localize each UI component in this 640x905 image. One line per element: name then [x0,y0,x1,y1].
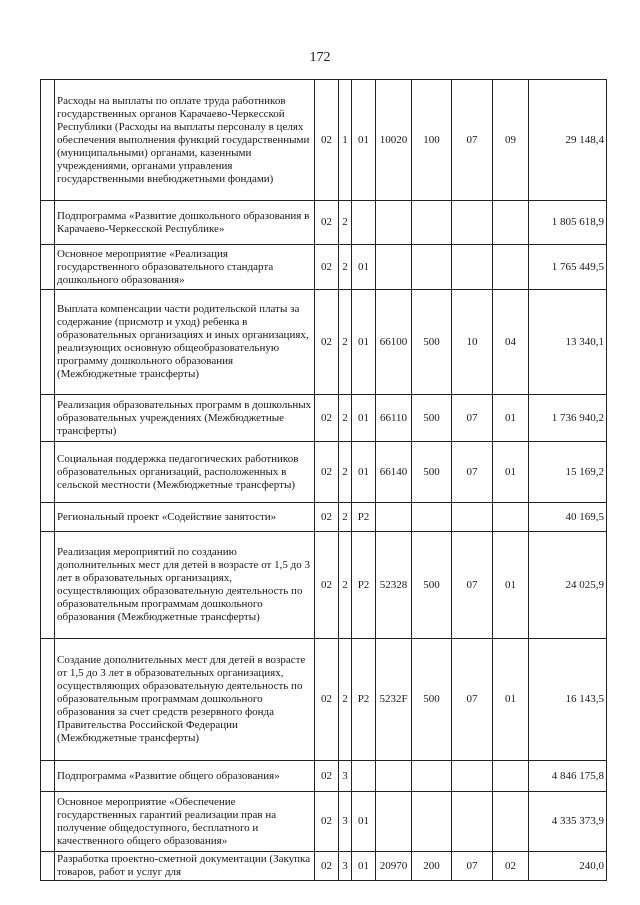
table-body [41,80,607,881]
subsection-code-cell [493,245,529,290]
item-name-cell: Социальная поддержка педагогических работников образовательных организаций, расположенных в сельской местности (Межбюджетные трансферты) [55,442,315,503]
expense-type-code-cell: 500 [412,532,452,639]
main-activity-code-cell: P2 [352,532,376,639]
item-name-cell: Региональный проект «Содействие занятости» [55,503,315,532]
item-name-cell: Создание дополнительных мест для детей в возрасте от 1,5 до 3 лет в образовательных организациях, осуществляющих образовательную деятельность по образовательным программам дошкольного образования за счет средств резервного фонда Правительства Российской Федерации (Межбюджетные трансферты) [55,639,315,761]
row-margin-cell [41,532,55,639]
item-name-cell: Основное мероприятие «Обеспечение государственных гарантий реализации прав на получение общедоступного, бесплатного и качественного общего образования» [55,792,315,852]
subsection-code-cell: 01 [493,442,529,503]
subsection-code-cell [493,792,529,852]
table-row [41,245,607,290]
table-row [41,442,607,503]
main-activity-code-cell: 01 [352,80,376,201]
main-activity-code-cell: 01 [352,852,376,881]
program-code-cell: 02 [315,201,339,245]
section-code-cell: 07 [452,532,493,639]
expense-direction-code-cell: 52328 [376,532,412,639]
subprogram-code-cell: 1 [339,80,352,201]
expense-direction-code-cell: 20970 [376,852,412,881]
expense-direction-code-cell [376,201,412,245]
section-code-cell: 07 [452,852,493,881]
program-code-cell: 02 [315,395,339,442]
main-activity-code-cell: 01 [352,395,376,442]
main-activity-code-cell: P2 [352,503,376,532]
subprogram-code-cell: 2 [339,395,352,442]
expense-type-code-cell [412,761,452,792]
table-row [41,532,607,639]
amount-cell: 1 765 449,5 [529,245,607,290]
program-code-cell: 02 [315,290,339,395]
section-code-cell: 07 [452,395,493,442]
section-code-cell [452,792,493,852]
main-activity-code-cell [352,201,376,245]
amount-cell: 40 169,5 [529,503,607,532]
expense-type-code-cell: 500 [412,290,452,395]
item-name-cell: Реализация мероприятий по созданию дополнительных мест для детей в возрасте от 1,5 до 3 лет в образовательных организациях, осуществляющих образовательную деятельность по образовательным программам дошкольного образования (Межбюджетные трансферты) [55,532,315,639]
row-margin-cell [41,395,55,442]
subsection-code-cell [493,503,529,532]
main-activity-code-cell: 01 [352,442,376,503]
subprogram-code-cell: 2 [339,442,352,503]
item-name-cell: Реализация образовательных программ в дошкольных образовательных учреждениях (Межбюджетные трансферты) [55,395,315,442]
expense-type-code-cell [412,245,452,290]
row-margin-cell [41,852,55,881]
table-row [41,852,607,881]
subsection-code-cell: 09 [493,80,529,201]
amount-cell: 4 846 175,8 [529,761,607,792]
row-margin-cell [41,201,55,245]
main-activity-code-cell: 01 [352,245,376,290]
section-code-cell [452,201,493,245]
table-row [41,503,607,532]
amount-cell: 240,0 [529,852,607,881]
amount-cell: 16 143,5 [529,639,607,761]
section-code-cell: 07 [452,442,493,503]
amount-cell: 4 335 373,9 [529,792,607,852]
table-row [41,290,607,395]
table-row [41,201,607,245]
expense-type-code-cell [412,201,452,245]
program-code-cell: 02 [315,761,339,792]
row-margin-cell [41,442,55,503]
expense-type-code-cell: 500 [412,395,452,442]
expense-direction-code-cell [376,245,412,290]
item-name-cell: Основное мероприятие «Реализация государственного образовательного стандарта дошкольного образования» [55,245,315,290]
expense-direction-code-cell: 10020 [376,80,412,201]
amount-cell: 24 025,9 [529,532,607,639]
program-code-cell: 02 [315,532,339,639]
program-code-cell: 02 [315,503,339,532]
table-row [41,80,607,201]
main-activity-code-cell [352,761,376,792]
table-row [41,792,607,852]
table-row [41,761,607,792]
program-code-cell: 02 [315,792,339,852]
expense-type-code-cell: 100 [412,80,452,201]
item-name-cell: Подпрограмма «Развитие общего образования» [55,761,315,792]
amount-cell: 15 169,2 [529,442,607,503]
item-name-cell: Разработка проектно-сметной документации (Закупка товаров, работ и услуг для [55,852,315,881]
subprogram-code-cell: 2 [339,639,352,761]
subprogram-code-cell: 2 [339,503,352,532]
amount-cell: 1 736 940,2 [529,395,607,442]
section-code-cell: 10 [452,290,493,395]
page-number: 172 [309,50,331,65]
main-activity-code-cell: 01 [352,290,376,395]
expense-direction-code-cell [376,792,412,852]
program-code-cell: 02 [315,852,339,881]
subprogram-code-cell: 2 [339,201,352,245]
expense-direction-code-cell: 66100 [376,290,412,395]
row-margin-cell [41,80,55,201]
row-margin-cell [41,761,55,792]
section-code-cell [452,245,493,290]
expense-type-code-cell [412,792,452,852]
table-row [41,395,607,442]
expense-direction-code-cell: 66140 [376,442,412,503]
section-code-cell: 07 [452,639,493,761]
main-activity-code-cell: 01 [352,792,376,852]
subprogram-code-cell: 3 [339,852,352,881]
program-code-cell: 02 [315,442,339,503]
subprogram-code-cell: 3 [339,761,352,792]
subsection-code-cell: 02 [493,852,529,881]
item-name-cell: Выплата компенсации части родительской платы за содержание (присмотр и уход) ребенка в образовательных организациях и иных организациях, реализующих основную общеобразовательную программу дошкольного образования (Межбюджетные трансферты) [55,290,315,395]
table-row [41,639,607,761]
expense-direction-code-cell: 66110 [376,395,412,442]
subprogram-code-cell: 2 [339,532,352,639]
amount-cell: 1 805 618,9 [529,201,607,245]
expense-type-code-cell: 500 [412,442,452,503]
item-name-cell: Расходы на выплаты по оплате труда работников государственных органов Карачаево-Черкесской Республики (Расходы на выплаты персоналу в целях обеспечения выполнения функций государственными (муниципальными) органами, казенными учреждениями, органами управления государственными внебюджетными фондами) [55,80,315,201]
expense-type-code-cell [412,503,452,532]
amount-cell: 29 148,4 [529,80,607,201]
expense-direction-code-cell [376,503,412,532]
program-code-cell: 02 [315,639,339,761]
subsection-code-cell [493,201,529,245]
subsection-code-cell: 01 [493,639,529,761]
row-margin-cell [41,639,55,761]
section-code-cell: 07 [452,80,493,201]
amount-cell: 13 340,1 [529,290,607,395]
subprogram-code-cell: 2 [339,290,352,395]
row-margin-cell [41,290,55,395]
expense-type-code-cell: 500 [412,639,452,761]
subsection-code-cell: 01 [493,395,529,442]
program-code-cell: 02 [315,80,339,201]
row-margin-cell [41,503,55,532]
program-code-cell: 02 [315,245,339,290]
subsection-code-cell: 04 [493,290,529,395]
main-activity-code-cell: P2 [352,639,376,761]
row-margin-cell [41,245,55,290]
budget-table [40,79,607,881]
section-code-cell [452,761,493,792]
expense-direction-code-cell: 5232F [376,639,412,761]
expense-direction-code-cell [376,761,412,792]
item-name-cell: Подпрограмма «Развитие дошкольного образования в Карачаево-Черкесской Республике» [55,201,315,245]
row-margin-cell [41,792,55,852]
subsection-code-cell: 01 [493,532,529,639]
subprogram-code-cell: 2 [339,245,352,290]
section-code-cell [452,503,493,532]
subsection-code-cell [493,761,529,792]
expense-type-code-cell: 200 [412,852,452,881]
subprogram-code-cell: 3 [339,792,352,852]
